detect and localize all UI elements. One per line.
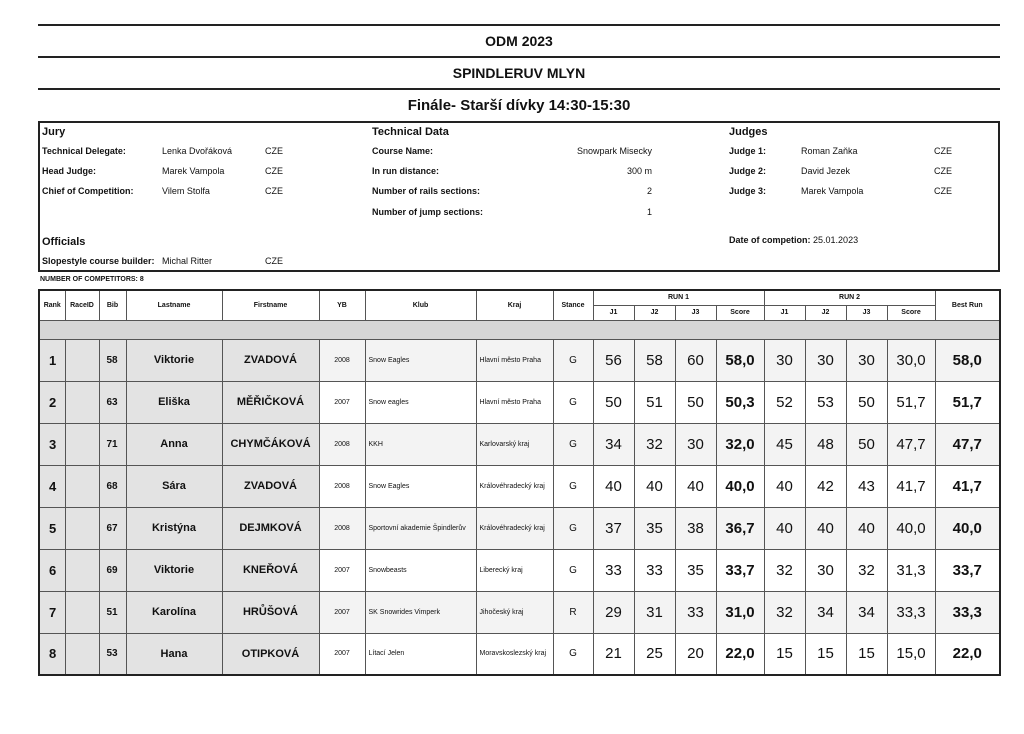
best-run-cell: 51,7 bbox=[935, 381, 1000, 423]
yb-cell: 2007 bbox=[319, 591, 365, 633]
bib-cell: 68 bbox=[99, 465, 126, 507]
table-row bbox=[39, 381, 1000, 423]
lastname-cell: Viktorie bbox=[126, 339, 222, 381]
run2-j2-header: J2 bbox=[805, 305, 846, 320]
bib-cell: 58 bbox=[99, 339, 126, 381]
run1-j2-cell: 33 bbox=[634, 549, 675, 591]
run2-j1-cell: 32 bbox=[764, 549, 805, 591]
klub-cell: Snow Eagles bbox=[365, 339, 476, 381]
judge-nation: CZE bbox=[934, 186, 952, 196]
run1-j2-cell: 31 bbox=[634, 591, 675, 633]
run1-j3-cell: 50 bbox=[675, 381, 716, 423]
yb-cell: 2008 bbox=[319, 423, 365, 465]
rank-cell: 6 bbox=[39, 549, 65, 591]
klub-cell: Snowbeasts bbox=[365, 549, 476, 591]
stance-cell: G bbox=[553, 381, 593, 423]
raceid-cell bbox=[65, 591, 99, 633]
run1-j3-cell: 35 bbox=[675, 549, 716, 591]
stance-cell: G bbox=[553, 633, 593, 675]
judges-heading: Judges bbox=[729, 126, 768, 138]
lastname-cell: Anna bbox=[126, 423, 222, 465]
raceid-cell bbox=[65, 381, 99, 423]
jury-heading: Jury bbox=[42, 126, 66, 138]
run1-j1-cell: 40 bbox=[593, 465, 634, 507]
jury-label: Chief of Competition: bbox=[42, 186, 134, 196]
session-title: Finále- Starší dívky 14:30-15:30 bbox=[407, 97, 631, 114]
jury-nation: CZE bbox=[265, 186, 283, 196]
klub-cell: Lítací Jelen bbox=[365, 633, 476, 675]
judge-label: Judge 3: bbox=[729, 186, 767, 196]
run2-score-cell: 31,3 bbox=[887, 549, 935, 591]
kraj-cell: Moravskoslezský kraj bbox=[476, 633, 553, 675]
rank-cell: 5 bbox=[39, 507, 65, 549]
firstname-header: Firstname bbox=[222, 290, 319, 320]
run1-header: RUN 1 bbox=[593, 290, 764, 305]
technical-heading: Technical Data bbox=[372, 126, 449, 138]
best-run-cell: 41,7 bbox=[935, 465, 1000, 507]
klub-cell: Sportovní akademie Špindlerův bbox=[365, 507, 476, 549]
run1-score-header: Score bbox=[716, 305, 764, 320]
run2-j3-cell: 30 bbox=[846, 339, 887, 381]
firstname-cell: ZVADOVÁ bbox=[222, 465, 319, 507]
bib-cell: 69 bbox=[99, 549, 126, 591]
klub-cell: Snow Eagles bbox=[365, 465, 476, 507]
kraj-cell: Karlovarský kraj bbox=[476, 423, 553, 465]
run1-j2-cell: 40 bbox=[634, 465, 675, 507]
officials-label: Slopestyle course builder: bbox=[42, 256, 155, 266]
run2-score-cell: 15,0 bbox=[887, 633, 935, 675]
run1-j2-cell: 25 bbox=[634, 633, 675, 675]
firstname-cell: OTIPKOVÁ bbox=[222, 633, 319, 675]
table-row bbox=[39, 423, 1000, 465]
run2-j1-cell: 40 bbox=[764, 507, 805, 549]
run1-j1-header: J1 bbox=[593, 305, 634, 320]
run2-j1-cell: 32 bbox=[764, 591, 805, 633]
run1-j2-cell: 35 bbox=[634, 507, 675, 549]
run1-j1-cell: 37 bbox=[593, 507, 634, 549]
judge-label: Judge 2: bbox=[729, 166, 767, 176]
kraj-cell: Královéhradecký kraj bbox=[476, 507, 553, 549]
run1-j1-cell: 29 bbox=[593, 591, 634, 633]
firstname-cell: KNEŘOVÁ bbox=[222, 549, 319, 591]
yb-cell: 2008 bbox=[319, 507, 365, 549]
run2-j3-header: J3 bbox=[846, 305, 887, 320]
run1-j2-cell: 32 bbox=[634, 423, 675, 465]
jury-nation: CZE bbox=[265, 166, 283, 176]
technical-value: 300 m bbox=[626, 166, 652, 176]
raceid-cell bbox=[65, 423, 99, 465]
rank-cell: 8 bbox=[39, 633, 65, 675]
run2-j2-cell: 42 bbox=[805, 465, 846, 507]
top-rule bbox=[38, 24, 1000, 26]
run2-score-header: Score bbox=[887, 305, 935, 320]
stance-header: Stance bbox=[553, 290, 593, 320]
title-rule bbox=[38, 56, 1000, 58]
run2-j3-cell: 50 bbox=[846, 423, 887, 465]
competitors-count: NUMBER OF COMPETITORS: 8 bbox=[40, 276, 144, 283]
firstname-cell: HRŮŠOVÁ bbox=[222, 591, 319, 633]
judge-name: Roman Zaňka bbox=[801, 146, 858, 156]
firstname-cell: MĚŘIČKOVÁ bbox=[222, 381, 319, 423]
judge-nation: CZE bbox=[934, 146, 952, 156]
bib-cell: 51 bbox=[99, 591, 126, 633]
run1-score-cell: 40,0 bbox=[716, 465, 764, 507]
lastname-cell: Kristýna bbox=[126, 507, 222, 549]
rank-cell: 7 bbox=[39, 591, 65, 633]
raceid-header: RaceID bbox=[65, 290, 99, 320]
kraj-cell: Liberecký kraj bbox=[476, 549, 553, 591]
run2-j3-cell: 40 bbox=[846, 507, 887, 549]
best-run-header: Best Run bbox=[935, 290, 1000, 320]
jury-nation: CZE bbox=[265, 146, 283, 156]
lastname-cell: Eliška bbox=[126, 381, 222, 423]
run2-j2-cell: 34 bbox=[805, 591, 846, 633]
run2-j1-cell: 40 bbox=[764, 465, 805, 507]
officials-nation: CZE bbox=[265, 256, 283, 266]
run2-j3-cell: 15 bbox=[846, 633, 887, 675]
run1-j3-header: J3 bbox=[675, 305, 716, 320]
bib-cell: 63 bbox=[99, 381, 126, 423]
officials-name: Michal Ritter bbox=[162, 256, 213, 266]
run2-j1-header: J1 bbox=[764, 305, 805, 320]
run1-score-cell: 33,7 bbox=[716, 549, 764, 591]
results-table bbox=[38, 289, 1001, 676]
run1-j1-cell: 34 bbox=[593, 423, 634, 465]
kraj-cell: Královéhradecký kraj bbox=[476, 465, 553, 507]
firstname-cell: ZVADOVÁ bbox=[222, 339, 319, 381]
stance-cell: G bbox=[553, 423, 593, 465]
bib-cell: 71 bbox=[99, 423, 126, 465]
jury-label: Technical Delegate: bbox=[42, 146, 126, 156]
raceid-cell bbox=[65, 465, 99, 507]
run1-score-cell: 58,0 bbox=[716, 339, 764, 381]
technical-value: Snowpark Misecky bbox=[576, 146, 652, 156]
run2-j3-cell: 50 bbox=[846, 381, 887, 423]
technical-value: 1 bbox=[646, 207, 652, 217]
stance-cell: G bbox=[553, 465, 593, 507]
klub-header: Klub bbox=[365, 290, 476, 320]
date-value: 25.01.2023 bbox=[813, 235, 859, 245]
run2-j3-cell: 34 bbox=[846, 591, 887, 633]
table-row bbox=[39, 591, 1000, 633]
bib-header: Bib bbox=[99, 290, 126, 320]
kraj-cell: Hlavní město Praha bbox=[476, 339, 553, 381]
run1-j1-cell: 56 bbox=[593, 339, 634, 381]
run2-j2-cell: 30 bbox=[805, 339, 846, 381]
yb-header: YB bbox=[319, 290, 365, 320]
best-run-cell: 58,0 bbox=[935, 339, 1000, 381]
judge-name: Marek Vampola bbox=[801, 186, 864, 196]
table-row bbox=[39, 507, 1000, 549]
run1-j3-cell: 38 bbox=[675, 507, 716, 549]
raceid-cell bbox=[65, 549, 99, 591]
run1-score-cell: 50,3 bbox=[716, 381, 764, 423]
kraj-cell: Hlavní město Praha bbox=[476, 381, 553, 423]
run2-j2-cell: 53 bbox=[805, 381, 846, 423]
spacer-cell bbox=[39, 320, 1000, 339]
best-run-cell: 47,7 bbox=[935, 423, 1000, 465]
stance-cell: G bbox=[553, 549, 593, 591]
klub-cell: SK Snowrides Vimperk bbox=[365, 591, 476, 633]
officials-heading: Officials bbox=[42, 236, 86, 248]
run2-header: RUN 2 bbox=[764, 290, 935, 305]
technical-label: Number of rails sections: bbox=[372, 186, 481, 196]
judge-name: David Jezek bbox=[801, 166, 851, 176]
rank-cell: 1 bbox=[39, 339, 65, 381]
run2-score-cell: 51,7 bbox=[887, 381, 935, 423]
run1-score-cell: 36,7 bbox=[716, 507, 764, 549]
yb-cell: 2008 bbox=[319, 339, 365, 381]
run2-j2-cell: 40 bbox=[805, 507, 846, 549]
run1-j1-cell: 33 bbox=[593, 549, 634, 591]
lastname-cell: Viktorie bbox=[126, 549, 222, 591]
bib-cell: 53 bbox=[99, 633, 126, 675]
yb-cell: 2007 bbox=[319, 381, 365, 423]
raceid-cell bbox=[65, 507, 99, 549]
table-spacer-row bbox=[39, 320, 1000, 339]
run1-j3-cell: 60 bbox=[675, 339, 716, 381]
table-row bbox=[39, 633, 1000, 675]
rank-header: Rank bbox=[39, 290, 65, 320]
run2-score-cell: 33,3 bbox=[887, 591, 935, 633]
run1-score-cell: 22,0 bbox=[716, 633, 764, 675]
run1-j3-cell: 20 bbox=[675, 633, 716, 675]
technical-label: Number of jump sections: bbox=[372, 207, 484, 217]
date-label: Date of competion: bbox=[729, 235, 811, 245]
lastname-cell: Sára bbox=[126, 465, 222, 507]
run1-j2-header: J2 bbox=[634, 305, 675, 320]
run2-j2-cell: 15 bbox=[805, 633, 846, 675]
run1-j1-cell: 50 bbox=[593, 381, 634, 423]
run2-score-cell: 41,7 bbox=[887, 465, 935, 507]
best-run-cell: 40,0 bbox=[935, 507, 1000, 549]
table-row bbox=[39, 549, 1000, 591]
run2-j1-cell: 15 bbox=[764, 633, 805, 675]
klub-cell: KKH bbox=[365, 423, 476, 465]
jury-label: Head Judge: bbox=[42, 166, 97, 176]
judge-label: Judge 1: bbox=[729, 146, 767, 156]
kraj-header: Kraj bbox=[476, 290, 553, 320]
jury-name: Marek Vampola bbox=[162, 166, 225, 176]
run2-j1-cell: 52 bbox=[764, 381, 805, 423]
run2-j1-cell: 30 bbox=[764, 339, 805, 381]
lastname-cell: Karolína bbox=[126, 591, 222, 633]
run2-j3-cell: 43 bbox=[846, 465, 887, 507]
run2-score-cell: 47,7 bbox=[887, 423, 935, 465]
raceid-cell bbox=[65, 633, 99, 675]
run1-j3-cell: 30 bbox=[675, 423, 716, 465]
run1-j3-cell: 33 bbox=[675, 591, 716, 633]
stance-cell: G bbox=[553, 507, 593, 549]
stance-cell: G bbox=[553, 339, 593, 381]
yb-cell: 2008 bbox=[319, 465, 365, 507]
best-run-cell: 33,3 bbox=[935, 591, 1000, 633]
klub-cell: Snow eagles bbox=[365, 381, 476, 423]
rank-cell: 2 bbox=[39, 381, 65, 423]
table-row bbox=[39, 339, 1000, 381]
jury-name: Vilem Stolfa bbox=[162, 186, 210, 196]
competition-info-box bbox=[38, 121, 1000, 272]
run1-j1-cell: 21 bbox=[593, 633, 634, 675]
run2-j3-cell: 32 bbox=[846, 549, 887, 591]
run2-j1-cell: 45 bbox=[764, 423, 805, 465]
judge-nation: CZE bbox=[934, 166, 952, 176]
event-title: ODM 2023 bbox=[485, 33, 553, 49]
competition-date bbox=[729, 235, 858, 245]
best-run-cell: 22,0 bbox=[935, 633, 1000, 675]
technical-label: In run distance: bbox=[372, 166, 440, 176]
run2-j2-cell: 30 bbox=[805, 549, 846, 591]
lastname-cell: Hana bbox=[126, 633, 222, 675]
venue-title: SPINDLERUV MLYN bbox=[452, 65, 586, 81]
run1-score-cell: 31,0 bbox=[716, 591, 764, 633]
run1-j2-cell: 58 bbox=[634, 339, 675, 381]
raceid-cell bbox=[65, 339, 99, 381]
run2-score-cell: 40,0 bbox=[887, 507, 935, 549]
stance-cell: R bbox=[553, 591, 593, 633]
run1-j2-cell: 51 bbox=[634, 381, 675, 423]
firstname-cell: DEJMKOVÁ bbox=[222, 507, 319, 549]
venue-rule bbox=[38, 88, 1000, 90]
run1-j3-cell: 40 bbox=[675, 465, 716, 507]
run2-j2-cell: 48 bbox=[805, 423, 846, 465]
kraj-cell: Jihočeský kraj bbox=[476, 591, 553, 633]
run2-score-cell: 30,0 bbox=[887, 339, 935, 381]
jury-name: Lenka Dvořáková bbox=[162, 146, 233, 156]
best-run-cell: 33,7 bbox=[935, 549, 1000, 591]
table-row bbox=[39, 465, 1000, 507]
rank-cell: 4 bbox=[39, 465, 65, 507]
yb-cell: 2007 bbox=[319, 633, 365, 675]
firstname-cell: CHYMČÁKOVÁ bbox=[222, 423, 319, 465]
bib-cell: 67 bbox=[99, 507, 126, 549]
technical-value: 2 bbox=[646, 186, 652, 196]
rank-cell: 3 bbox=[39, 423, 65, 465]
lastname-header: Lastname bbox=[126, 290, 222, 320]
run1-score-cell: 32,0 bbox=[716, 423, 764, 465]
yb-cell: 2007 bbox=[319, 549, 365, 591]
technical-label: Course Name: bbox=[372, 146, 434, 156]
